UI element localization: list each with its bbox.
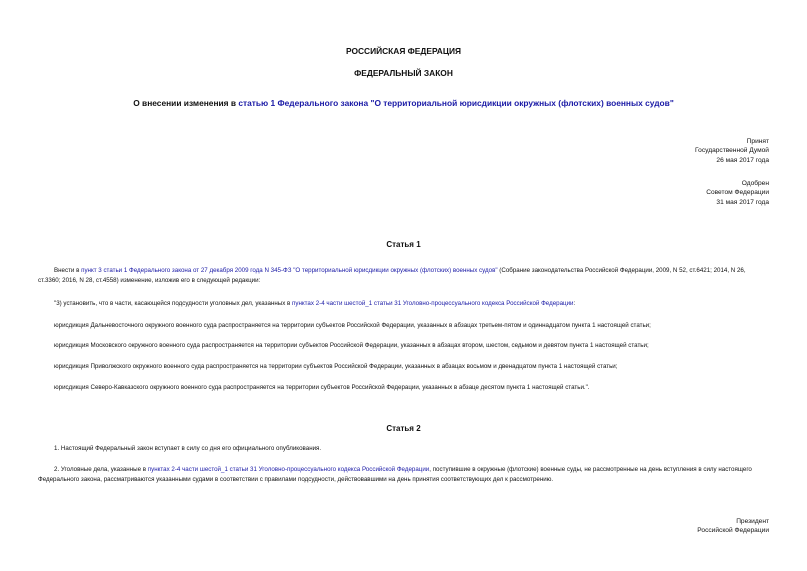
approved-date: 31 мая 2017 года (716, 198, 769, 206)
approved-block (706, 179, 769, 207)
adopted-line-2: Государственной Думой (695, 147, 769, 155)
title-article-link[interactable]: статью 1 Федерального закона "О территориальной юрисдикции окружных (флотских) военных судов" (238, 98, 674, 108)
article-1-paragraph-1 (38, 266, 769, 285)
adopted-date: 26 мая 2017 года (716, 156, 769, 164)
title-prefix: О внесении изменения в (133, 98, 239, 108)
law-type-heading: ФЕДЕРАЛЬНЫЙ ЗАКОН (354, 68, 453, 78)
approved-line-1: Одобрен (741, 180, 769, 187)
approved-line-2: Советом Федерации (706, 189, 769, 197)
a1p1-prefix: Внести в (54, 267, 82, 274)
jurisdiction-volga: юрисдикция Приволжского окружного военного суда распространяется на территории субъектов Российской Федерации, указанных в абзацах восьмом и двенадцатом пункта 1 настоящей статьи; (54, 363, 618, 370)
jurisdiction-far-east: юрисдикция Дальневосточного окружного военного суда распространяется на территории субъектов Российской Федерации, указанных в абзацах третьем-пятом и одиннадцатом пункта 1 настоящей статьи; (54, 322, 651, 329)
adopted-block (695, 137, 769, 165)
article-1-heading: Статья 1 (386, 240, 421, 249)
law-345-link[interactable]: пункт 3 статьи 1 Федерального закона от 27 декабря 2009 года N 345-ФЗ "О территориальной юрисдикции окружных (флотских) военных судов" (81, 267, 498, 274)
upk-article-31-link-2[interactable]: пунктах 2-4 части шестой_1 статьи 31 Уголовно-процессуального кодекса Российской Федерации (147, 466, 430, 473)
a2p2-suffix: , поступившие в окружные (флотские) военные суды, не рассмотренные на день вступления в силу настоящего Федерального закона, рассматриваются указанными судами в соответствии с правилами подсудности, действовавшими на день принятия соответствующих дел к рассмотрению. (38, 466, 752, 483)
adopted-line-1: Принят (746, 138, 769, 145)
country-heading: РОССИЙСКАЯ ФЕДЕРАЦИЯ (345, 46, 462, 56)
upk-article-31-link[interactable]: пунктах 2-4 части шестой_1 статьи 31 Уголовно-процессуального кодекса Российской Федерации (292, 300, 574, 307)
jurisdiction-moscow: юрисдикция Московского окружного военного суда распространяется на территории субъектов Российской Федерации, указанных в абзацах втором, шестом, седьмом и девятом пункта 1 настоящей статьи; (54, 342, 649, 349)
jurisdiction-north-caucasus: юрисдикция Северо-Кавказского окружного военного суда распространяется на территории субъектов Российской Федерации, указанных в абзаце десятом пункта 1 настоящей статьи.". (54, 384, 590, 391)
a1p2-prefix: "3) установить, что в части, касающейся подсудности уголовных дел, указанных в (54, 300, 293, 307)
signature-country: Российской Федерации (697, 527, 769, 535)
article-1-paragraph-2 (54, 300, 575, 307)
article-2-paragraph-1: 1. Настоящий Федеральный закон вступает в силу со дня его официального опубликования. (54, 445, 322, 452)
a2p2-prefix: 2. Уголовные дела, указанные в (54, 466, 148, 473)
a1p1-suffix: (Собрание законодательства Российской Федерации, 2009, N 52, ст.6421; 2014, N 26, ст.3360; 2016, N 28, ст.4558) изменение, изложив его в следующей редакции: (38, 267, 746, 284)
a1p2-suffix: : (573, 300, 576, 307)
article-2-paragraph-2 (38, 465, 769, 484)
signature-title: Президент (736, 518, 769, 525)
signature-block (697, 517, 769, 536)
document-title (0, 98, 807, 108)
article-2-heading: Статья 2 (386, 424, 421, 433)
